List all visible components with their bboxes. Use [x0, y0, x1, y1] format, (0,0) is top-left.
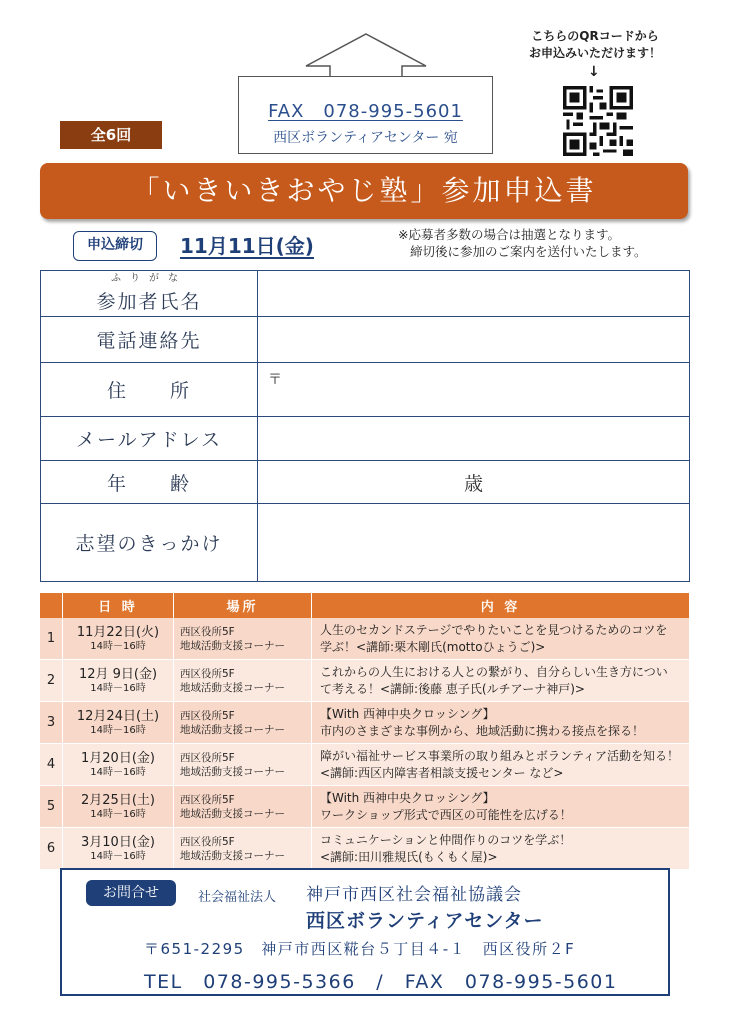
deadline-label: 申込締切 [73, 231, 157, 261]
name-field[interactable] [258, 271, 690, 317]
application-form [40, 270, 690, 582]
schedule-row [40, 618, 690, 660]
header-no [40, 593, 63, 618]
session-date [63, 660, 174, 702]
schedule-header-row [40, 593, 690, 618]
content-line1: 障がい福祉サービス事業所の取り組みとボランティア活動を知る！ [320, 748, 680, 763]
down-arrow-icon: ↓ [588, 64, 600, 80]
header-content: 内 容 [312, 593, 690, 618]
session-number: 5 [40, 786, 63, 828]
qr-note-line1: こちらのQRコードから [531, 29, 659, 43]
session-number: 1 [40, 618, 63, 660]
email-field[interactable] [258, 417, 690, 461]
date-main: 12月24日(土) [76, 708, 160, 724]
lottery-note-line1: ※応募者多数の場合は抽選となります。 [398, 227, 620, 242]
session-content [312, 828, 690, 870]
schedule-row [40, 828, 690, 870]
session-time: 14時－16時 [90, 724, 146, 736]
session-time: 14時－16時 [90, 850, 146, 862]
session-date [63, 786, 174, 828]
name-row [41, 271, 690, 317]
motivation-field[interactable] [258, 504, 690, 582]
fax-number: FAX 078-995-5601 [268, 101, 463, 122]
email-label: メールアドレス [41, 417, 258, 461]
qr-code-icon[interactable] [563, 86, 633, 156]
session-time: 14時－16時 [90, 766, 146, 778]
postal-mark: 〒 [268, 372, 282, 388]
inquiry-box [60, 868, 670, 996]
age-label: 年 齢 [41, 461, 258, 504]
fax-destination-box [238, 76, 493, 154]
email-row [41, 417, 690, 461]
session-place [174, 660, 312, 702]
session-number: 6 [40, 828, 63, 870]
inquiry-label: お問合せ [86, 880, 176, 906]
age-field[interactable] [258, 461, 690, 504]
phone-field[interactable] [258, 317, 690, 363]
contact-address: 〒651-2295 神戸市西区糀台５丁目４-１ 西区役所２F [144, 940, 576, 958]
session-date [63, 828, 174, 870]
content-line2: て考える！<講師:後藤 恵子氏(ルチアーナ神戸)> [320, 681, 585, 696]
place-line1: 西区役所5F [180, 709, 235, 722]
session-place [174, 828, 312, 870]
content-line1: これからの人生における人との繋がり、自分らしい生き方につい [320, 664, 668, 679]
session-time: 14時－16時 [90, 640, 146, 652]
date-main: 3月10日(金) [81, 834, 155, 850]
lottery-note [398, 226, 647, 260]
page-title: 「いきいきおやじ塾」参加申込書 [40, 163, 688, 219]
session-place [174, 786, 312, 828]
place-line2: 地域活動支援コーナー [180, 681, 285, 694]
contact-tel-fax: TEL 078-995-5366 / FAX 078-995-5601 [144, 971, 618, 993]
place-line2: 地域活動支援コーナー [180, 723, 285, 736]
content-line1: 【With 西神中央クロッシング】 [320, 706, 495, 721]
content-line1: コミュニケーションと仲間作りのコツを学ぶ！ [320, 832, 572, 847]
qr-note-line2: お申込みいただけます！ [528, 46, 661, 60]
age-unit: 歳 [463, 472, 483, 495]
date-main: 11月22日(火) [76, 624, 160, 640]
address-label: 住 所 [41, 363, 258, 417]
session-place [174, 744, 312, 786]
name-furigana: ふりがな [110, 273, 187, 284]
deadline-date: 11月11日(金) [180, 234, 314, 258]
header-date: 日 時 [63, 593, 174, 618]
qr-note [500, 28, 690, 62]
content-line2: 学ぶ！<講師:栗木剛氏(mottoひょうご)> [320, 639, 546, 654]
org-type: 社会福祉法人 [198, 890, 277, 905]
session-time: 14時－16時 [90, 808, 146, 820]
session-content [312, 702, 690, 744]
schedule-row [40, 786, 690, 828]
motivation-label: 志望のきっかけ [41, 504, 258, 582]
content-line2: 市内のさまざまな事例から、地域活動に携わる接点を探る！ [320, 723, 645, 738]
session-count-badge: 全6回 [60, 121, 162, 149]
schedule-row [40, 702, 690, 744]
fax-recipient: 西区ボランティアセンター 宛 [273, 130, 458, 146]
session-date [63, 744, 174, 786]
phone-row [41, 317, 690, 363]
header-place: 場所 [174, 593, 312, 618]
up-arrow-icon [236, 32, 500, 82]
schedule-row [40, 744, 690, 786]
place-line1: 西区役所5F [180, 667, 235, 680]
session-content [312, 618, 690, 660]
address-field[interactable] [258, 363, 690, 417]
session-date [63, 702, 174, 744]
content-line2: <講師:西区内障害者相談支援センター など> [320, 765, 564, 780]
session-number: 4 [40, 744, 63, 786]
session-place [174, 702, 312, 744]
content-line2: <講師:田川雅規氏(もくもく屋)> [320, 849, 498, 864]
session-place [174, 618, 312, 660]
session-date [63, 618, 174, 660]
content-line1: 【With 西神中央クロッシング】 [320, 790, 495, 805]
content-line2: ワークショップ形式で西区の可能性を広げる！ [320, 807, 572, 822]
phone-label: 電話連絡先 [41, 317, 258, 363]
center-name: 西区ボランティアセンター [306, 910, 544, 932]
schedule-table [40, 593, 690, 870]
place-line2: 地域活動支援コーナー [180, 849, 285, 862]
session-number: 2 [40, 660, 63, 702]
place-line1: 西区役所5F [180, 751, 235, 764]
place-line2: 地域活動支援コーナー [180, 807, 285, 820]
name-label-cell [41, 271, 258, 317]
place-line1: 西区役所5F [180, 625, 235, 638]
place-line1: 西区役所5F [180, 835, 235, 848]
age-row [41, 461, 690, 504]
lottery-note-line2: 締切後に参加のご案内を送付いたします。 [410, 244, 647, 259]
date-main: 1月20日(金) [81, 750, 155, 766]
place-line2: 地域活動支援コーナー [180, 765, 285, 778]
place-line1: 西区役所5F [180, 793, 235, 806]
session-time: 14時－16時 [90, 682, 146, 694]
place-line2: 地域活動支援コーナー [180, 639, 285, 652]
session-content [312, 786, 690, 828]
org-name: 神戸市西区社会福祉協議会 [306, 885, 522, 905]
schedule-row [40, 660, 690, 702]
date-main: 2月25日(土) [81, 792, 155, 808]
session-content [312, 744, 690, 786]
address-row [41, 363, 690, 417]
content-line1: 人生のセカンドステージでやりたいことを見つけるためのコツを [320, 622, 668, 637]
session-number: 3 [40, 702, 63, 744]
date-main: 12月 9日(金) [78, 666, 158, 682]
motivation-row [41, 504, 690, 582]
session-content [312, 660, 690, 702]
name-label: 参加者氏名 [96, 291, 202, 313]
